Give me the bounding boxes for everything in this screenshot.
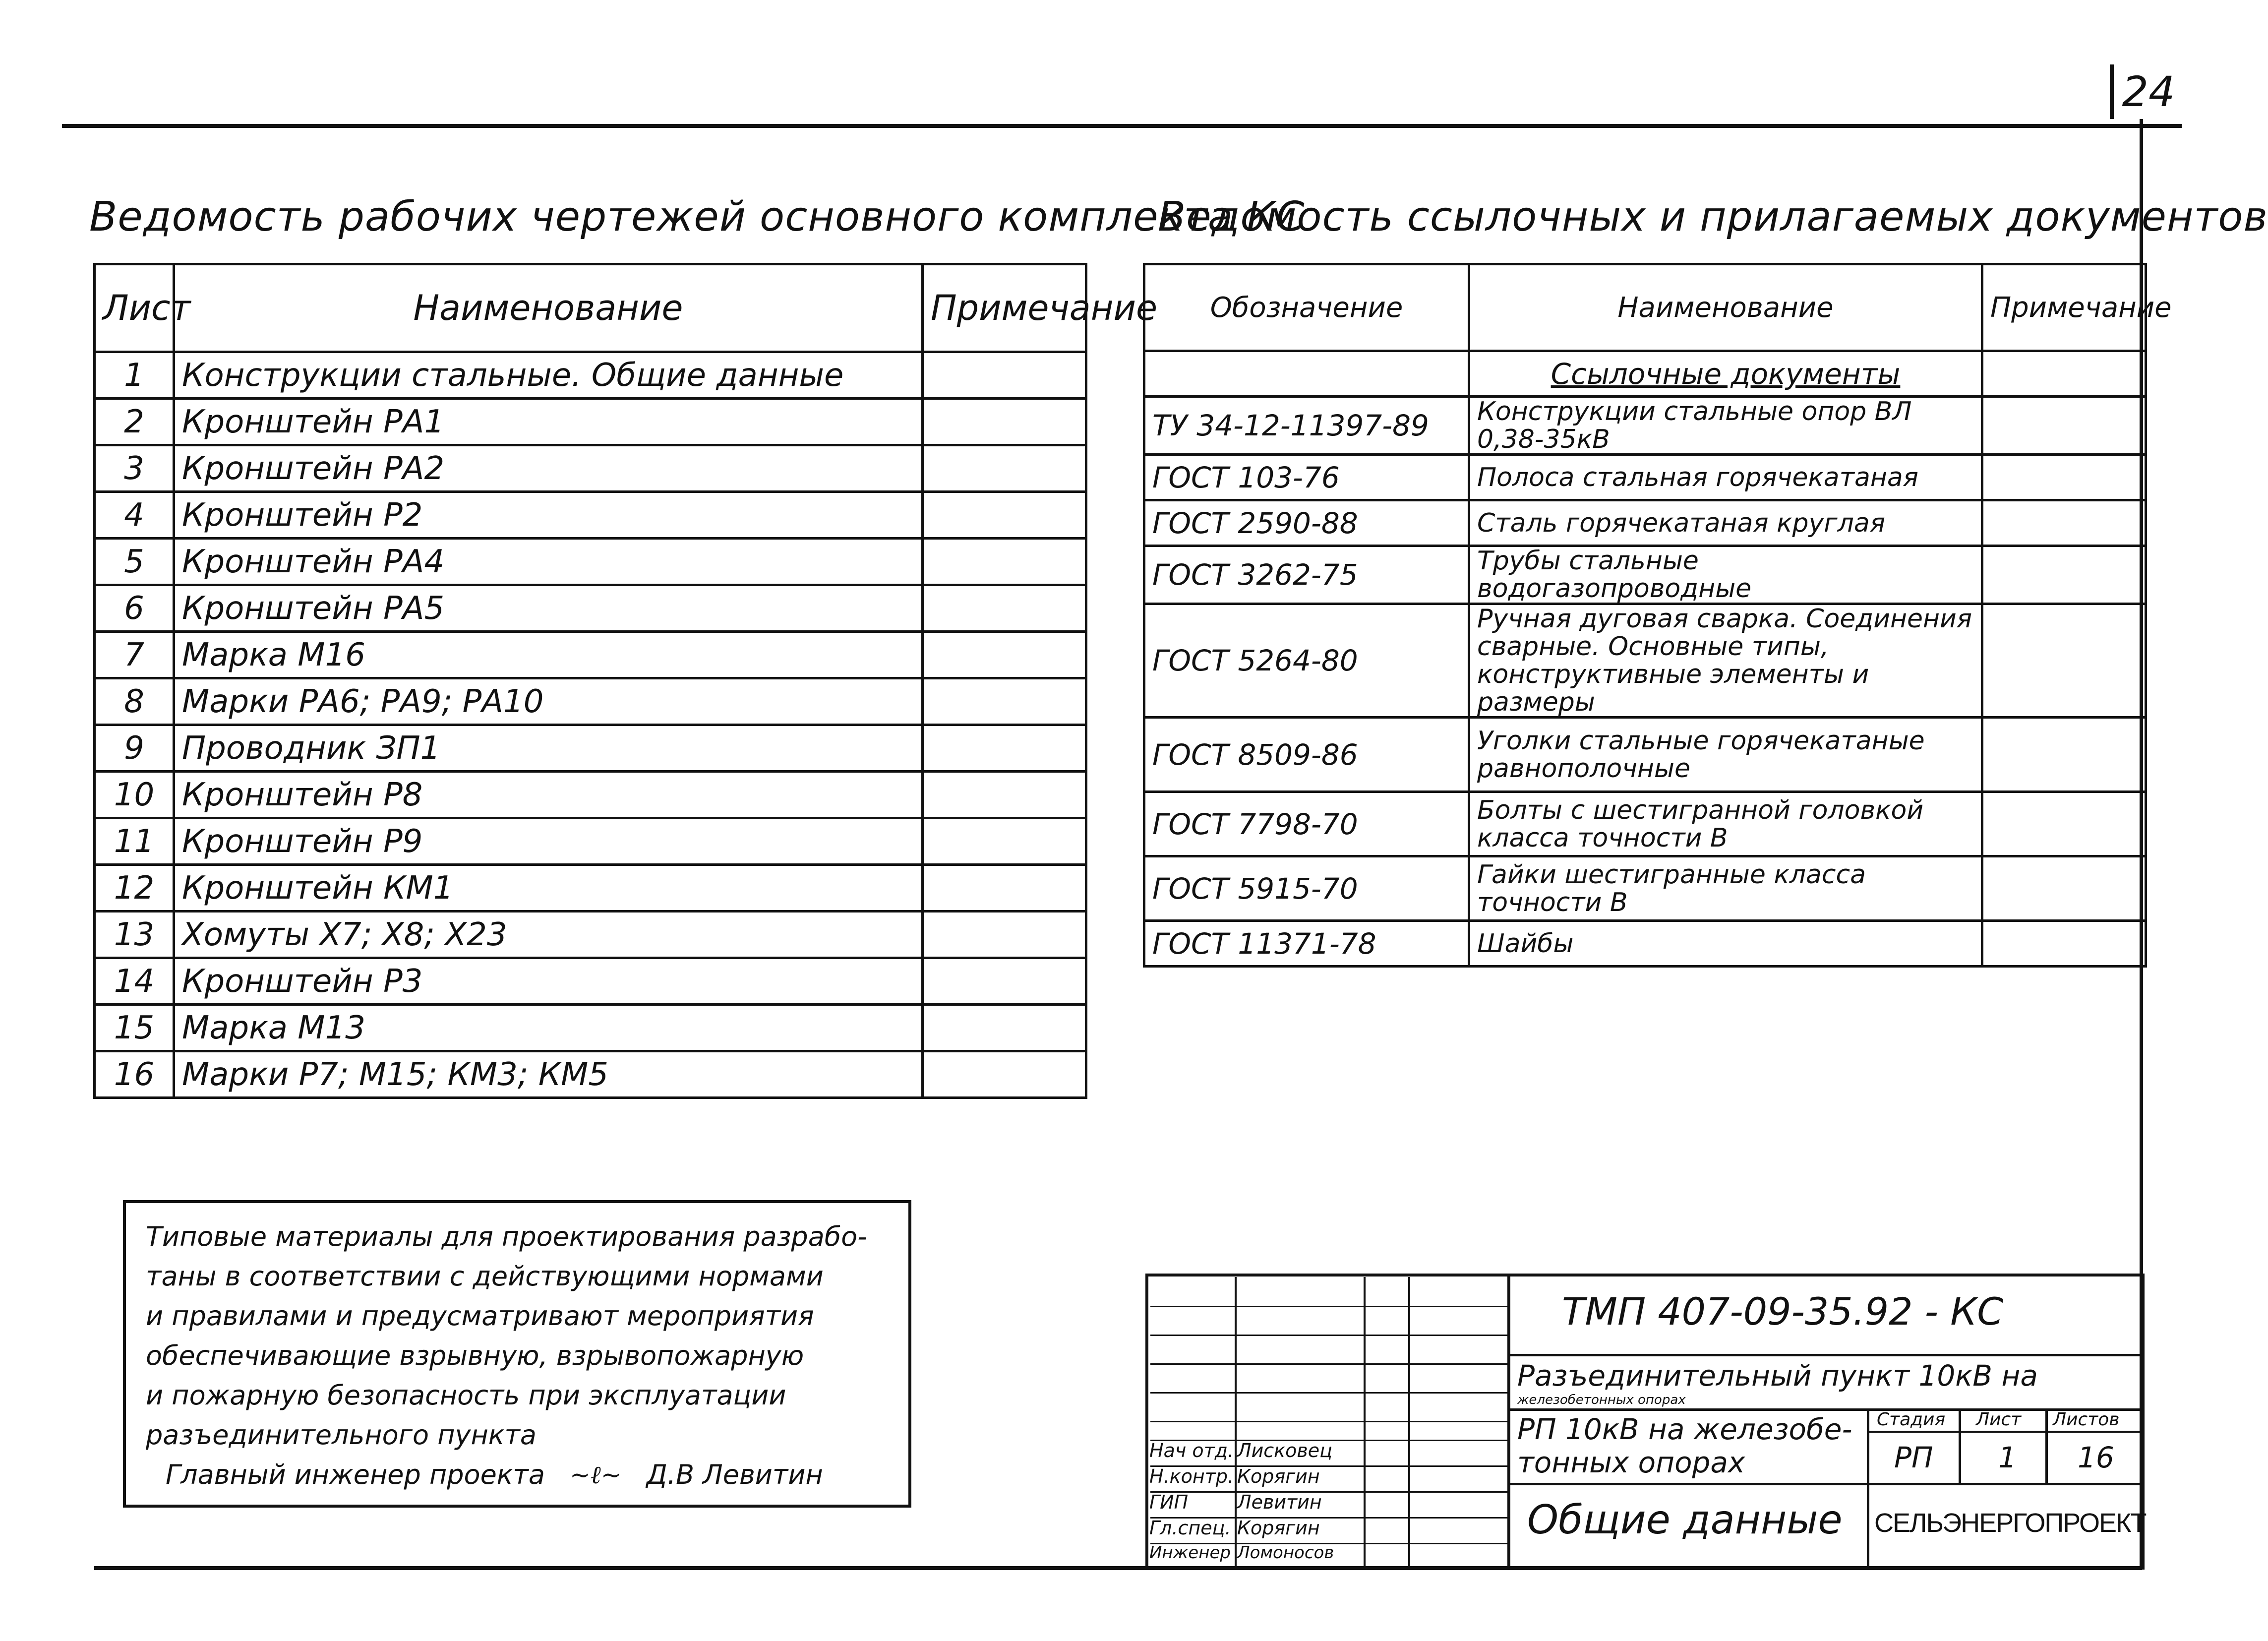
note-cell	[1982, 546, 2146, 604]
sheet-name-cell: Конструкции стальные. Общие данные	[174, 352, 923, 399]
sheet-name-cell: Кронштейн РА1	[174, 399, 923, 445]
signatory-role: ГИП	[1149, 1491, 1189, 1513]
table-row	[95, 958, 1086, 1005]
table-row	[95, 818, 1086, 865]
sheet-name-cell: Проводник ЗП1	[174, 725, 923, 772]
top-border-line	[62, 124, 2182, 128]
note-line: и правилами и предусматривают мероприятия	[146, 1300, 814, 1332]
name-cell: Уголки стальные горячекатаные равнополочные	[1469, 718, 1982, 792]
table-row	[1144, 397, 2146, 455]
refs-heading: Ведомость ссылочных и прилагаемых документов	[1158, 193, 2268, 241]
code-cell: ГОСТ 11371-78	[1144, 921, 1469, 967]
sheet-number-cell: 4	[95, 492, 174, 539]
organization-name: СЕЛЬЭНЕРГОПРОЕКТ	[1874, 1508, 2146, 1538]
sheet-number-cell: 12	[95, 865, 174, 912]
section-row	[1144, 351, 2146, 397]
title-line-1: Разъединительный пункт 10кВ на	[1517, 1359, 2038, 1393]
table-row	[95, 1005, 1086, 1051]
bottom-border-line	[94, 1566, 2142, 1570]
table-row	[95, 1051, 1086, 1098]
sheet-name-cell: Кронштейн РА4	[174, 539, 923, 585]
note-cell	[923, 445, 1086, 492]
table-row	[95, 492, 1086, 539]
note-cell	[923, 772, 1086, 818]
table-row	[95, 585, 1086, 632]
signatory-name: Лисковец	[1237, 1440, 1333, 1461]
sheet-number-cell: 14	[95, 958, 174, 1005]
header-name: Наименование	[174, 264, 923, 352]
note-cell	[1982, 351, 2146, 397]
header-name: Наименование	[1469, 264, 1982, 351]
code-cell: ГОСТ 5264-80	[1144, 604, 1469, 718]
general-note	[123, 1200, 911, 1508]
signatory-name: Корягин	[1237, 1517, 1320, 1539]
name-cell: Конструкции стальные опор ВЛ 0,38-35кВ	[1469, 397, 1982, 455]
note-line: таны в соответствии с действующими нормами	[146, 1261, 824, 1292]
title-line-1-small: железобетонных опорах	[1517, 1393, 1686, 1407]
note-cell	[923, 399, 1086, 445]
table-row	[95, 352, 1086, 399]
sheet-name-cell: Хомуты Х7; Х8; Х23	[174, 912, 923, 958]
signatory-role: Нач отд.	[1149, 1440, 1234, 1461]
sheet-number: 24	[2110, 64, 2183, 119]
note-cell	[1982, 455, 2146, 500]
code-cell: ГОСТ 2590-88	[1144, 500, 1469, 546]
sheet-number-cell: 15	[95, 1005, 174, 1051]
sheet-number-cell: 2	[95, 399, 174, 445]
signature-mark: ~ℓ~	[569, 1460, 622, 1489]
code-cell: ГОСТ 8509-86	[1144, 718, 1469, 792]
sheet-name-cell: Марки РА6; РА9; РА10	[174, 678, 923, 725]
note-cell	[1982, 718, 2146, 792]
section-title: Ссылочные документы	[1469, 351, 1982, 397]
title-line-2: РП 10кВ на железобе-	[1517, 1412, 1852, 1446]
note-cell	[923, 539, 1086, 585]
note-cell	[1982, 792, 2146, 856]
sheets-label: Листов	[2053, 1409, 2120, 1430]
name-cell: Шайбы	[1469, 921, 1982, 967]
drawing-title: Общие данные	[1527, 1497, 1843, 1543]
note-cell	[923, 1051, 1086, 1098]
table-row	[1144, 455, 2146, 500]
sheet-name-cell: Марка М13	[174, 1005, 923, 1051]
sheet-label: Лист	[1976, 1409, 2022, 1430]
stage-label: Стадия	[1877, 1409, 1946, 1430]
table-row	[95, 632, 1086, 678]
signatory-role: Инженер	[1149, 1543, 1231, 1563]
note-line: обеспечивающие взрывную, взрывопожарную	[146, 1340, 804, 1371]
table-header-row	[1144, 264, 2146, 351]
sheet-name-cell: Марки Р7; М15; КМ3; КМ5	[174, 1051, 923, 1098]
table-header-row	[95, 264, 1086, 352]
code-cell: ГОСТ 103-76	[1144, 455, 1469, 500]
table-row	[95, 399, 1086, 445]
note-cell	[923, 865, 1086, 912]
document-code: ТМП 407-09-35.92 - КС	[1562, 1289, 2004, 1334]
title-block-divider	[1507, 1274, 1510, 1570]
sheet-name-cell: Кронштейн Р9	[174, 818, 923, 865]
note-cell	[1982, 856, 2146, 921]
table-row	[95, 445, 1086, 492]
note-line: разъединительного пункта	[146, 1419, 537, 1451]
name-cell: Сталь горячекатаная круглая	[1469, 500, 1982, 546]
table-row	[1144, 604, 2146, 718]
sheet-name-cell: Кронштейн РА5	[174, 585, 923, 632]
note-line: Типовые материалы для проектирования разрабо-	[146, 1221, 867, 1252]
signature-name: Д.В Левитин	[646, 1459, 823, 1490]
code-cell: ГОСТ 7798-70	[1144, 792, 1469, 856]
name-cell: Трубы стальные водогазопроводные	[1469, 546, 1982, 604]
note-cell	[923, 818, 1086, 865]
sheet-number-cell: 11	[95, 818, 174, 865]
name-cell: Болты с шестигранной головкой класса точности В	[1469, 792, 1982, 856]
name-cell: Полоса стальная горячекатаная	[1469, 455, 1982, 500]
code-cell	[1144, 351, 1469, 397]
signatory-name: Левитин	[1237, 1491, 1322, 1513]
header-note: Примечание	[1982, 264, 2146, 351]
sheet-number-cell: 3	[95, 445, 174, 492]
signatory-name: Корягин	[1237, 1465, 1320, 1487]
signature-line	[166, 1455, 889, 1495]
sheet-number-cell: 7	[95, 632, 174, 678]
header-sheet: Лист	[95, 264, 174, 352]
sheet-number-cell: 8	[95, 678, 174, 725]
note-line: и пожарную безопасность при эксплуатации	[146, 1380, 786, 1411]
note-cell	[923, 912, 1086, 958]
signatory-role: Гл.спец.	[1149, 1517, 1231, 1539]
sheet-number-cell: 13	[95, 912, 174, 958]
signature-role: Главный инженер проекта	[166, 1459, 545, 1490]
table-row	[1144, 856, 2146, 921]
signatory-name: Ломоносов	[1237, 1543, 1334, 1563]
table-row	[95, 539, 1086, 585]
sheet-value: 1	[1998, 1441, 2017, 1474]
note-cell	[923, 492, 1086, 539]
sheet-name-cell: Кронштейн РА2	[174, 445, 923, 492]
name-cell: Гайки шестигранные класса точности В	[1469, 856, 1982, 921]
note-cell	[1982, 921, 2146, 967]
note-cell	[923, 725, 1086, 772]
table-row	[1144, 921, 2146, 967]
note-cell	[923, 958, 1086, 1005]
stage-value: РП	[1894, 1441, 1933, 1474]
code-cell: ГОСТ 3262-75	[1144, 546, 1469, 604]
sheet-number-cell: 1	[95, 352, 174, 399]
sheet-number-cell: 9	[95, 725, 174, 772]
code-cell: ТУ 34-12-11397-89	[1144, 397, 1469, 455]
table-row	[1144, 792, 2146, 856]
sheet-number-cell: 16	[95, 1051, 174, 1098]
note-cell	[923, 678, 1086, 725]
sheet-number-cell: 6	[95, 585, 174, 632]
note-cell	[923, 632, 1086, 678]
sheets-table	[93, 263, 1158, 1099]
sheet-name-cell: Марка М16	[174, 632, 923, 678]
sheet-name-cell: Кронштейн КМ1	[174, 865, 923, 912]
note-cell	[923, 1005, 1086, 1051]
note-cell	[923, 352, 1086, 399]
sheets-heading: Ведомость рабочих чертежей основного комплекта КС	[89, 193, 1305, 241]
table-row	[95, 678, 1086, 725]
sheet-name-cell: Кронштейн Р3	[174, 958, 923, 1005]
sheet-number-cell: 5	[95, 539, 174, 585]
sheet-name-cell: Кронштейн Р8	[174, 772, 923, 818]
table-row	[95, 865, 1086, 912]
sheet-name-cell: Кронштейн Р2	[174, 492, 923, 539]
table-row	[1144, 718, 2146, 792]
code-cell: ГОСТ 5915-70	[1144, 856, 1469, 921]
sheets-value: 16	[2078, 1441, 2114, 1474]
header-note: Примечание	[923, 264, 1086, 352]
table-row	[1144, 546, 2146, 604]
table-row	[1144, 500, 2146, 546]
header-code: Обозначение	[1144, 264, 1469, 351]
sheet-number-cell: 10	[95, 772, 174, 818]
note-cell	[923, 585, 1086, 632]
note-cell	[1982, 397, 2146, 455]
note-cell	[1982, 500, 2146, 546]
table-row	[95, 912, 1086, 958]
table-row	[95, 725, 1086, 772]
name-cell: Ручная дуговая сварка. Соединения сварные. Основные типы, конструктивные элементы и размеры	[1469, 604, 1982, 718]
note-cell	[1982, 604, 2146, 718]
references-table	[1143, 263, 2172, 968]
signatory-role: Н.контр.	[1149, 1465, 1234, 1487]
table-row	[95, 772, 1086, 818]
title-line-3: тонных опорах	[1517, 1446, 1745, 1479]
